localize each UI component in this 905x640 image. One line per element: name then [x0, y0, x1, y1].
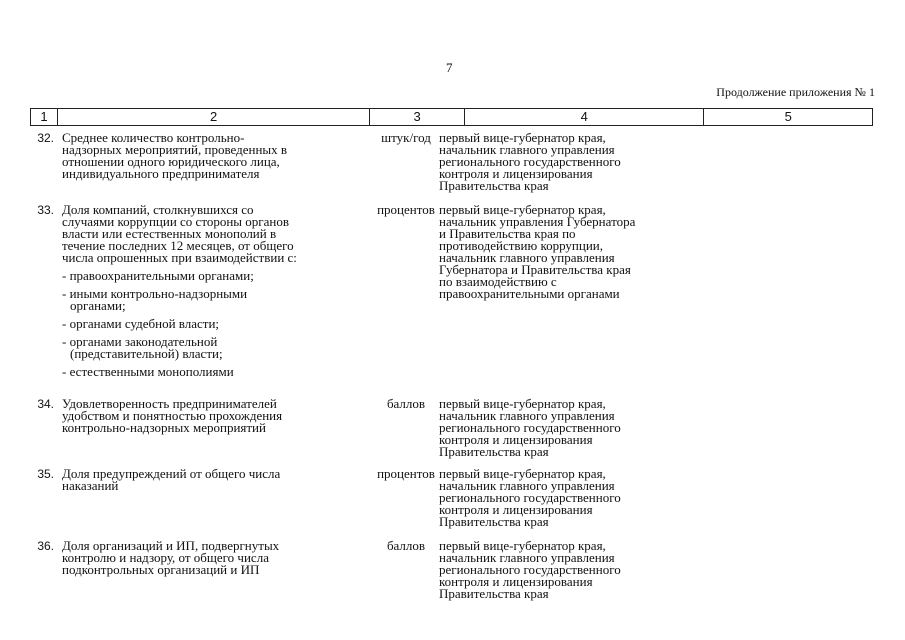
- indicator-text: Доля организаций и ИП, подвергнутых контролю и надзору, от общего числа подконтрольных организаций и ИП: [62, 538, 280, 577]
- indicator-sub-item: - правоохранительными органами;: [62, 268, 254, 283]
- indicator-sub-item: - естественными монополиями: [62, 364, 234, 379]
- indicator-sub-item: - иными контрольно-надзорными органами;: [62, 286, 248, 313]
- unit-text: баллов: [386, 538, 426, 553]
- header-col-4: 4: [465, 109, 704, 125]
- indicator-text: Доля компаний, столкнувшихся со случаями коррупции со стороны органов власти или естественных монополий в течение последних 12 месяцев, от общего числа опрошенных при взаимодействии с: - правоохранительными органами; - иными контрольно-надзорными органами; - органами судебной власти; - органами законодательной (представительной) власти; - естественными монополиями: [62, 204, 352, 378]
- indicator-sub-item: - органами законодательной (представительной) власти;: [62, 334, 223, 361]
- row-number: 32.: [37, 131, 54, 145]
- unit-text: штук/год: [381, 130, 431, 145]
- responsible-text: первый вице-губернатор края, начальник управления Губернатора и Правительства края по противодействию коррупции, начальник главного управления Губернатора и Правительства края по взаимодействию с правоохранительными органами: [439, 202, 636, 301]
- row-number: 36.: [37, 539, 54, 553]
- row-number: 34.: [37, 397, 54, 411]
- indicator-text: Среднее количество контрольно- надзорных мероприятий, проведенных в отношении одного юридического лица, индивидуального предпринимателя: [62, 130, 288, 181]
- header-col-2: 2: [58, 109, 370, 125]
- row-number: 35.: [37, 467, 54, 481]
- responsible-text: первый вице-губернатор края, начальник главного управления регионального государственного контроля и лицензирования Правительства края: [439, 396, 621, 459]
- unit-text: баллов: [386, 396, 426, 411]
- row-number: 33.: [37, 203, 54, 217]
- page-number: 7: [446, 60, 453, 75]
- header-col-1: 1: [31, 109, 58, 125]
- header-col-3: 3: [370, 109, 465, 125]
- responsible-text: первый вице-губернатор края, начальник главного управления регионального государственного контроля и лицензирования Правительства края: [439, 130, 621, 193]
- indicator-text: Удовлетворенность предпринимателей удобством и понятностью прохождения контрольно-надзорных мероприятий: [62, 396, 283, 435]
- header-col-5: 5: [784, 109, 792, 124]
- unit-text: процентов: [377, 202, 435, 217]
- continuation-label: Продолжение приложения № 1: [716, 85, 875, 99]
- indicator-sub-item: - органами судебной власти;: [62, 316, 220, 331]
- responsible-text: первый вице-губернатор края, начальник главного управления регионального государственного контроля и лицензирования Правительства края: [439, 466, 621, 529]
- unit-text: процентов: [377, 466, 435, 481]
- responsible-text: первый вице-губернатор края, начальник главного управления регионального государственного контроля и лицензирования Правительства края: [439, 538, 621, 601]
- indicator-text: Доля предупреждений от общего числа наказаний: [62, 466, 281, 493]
- table-header: [30, 108, 873, 126]
